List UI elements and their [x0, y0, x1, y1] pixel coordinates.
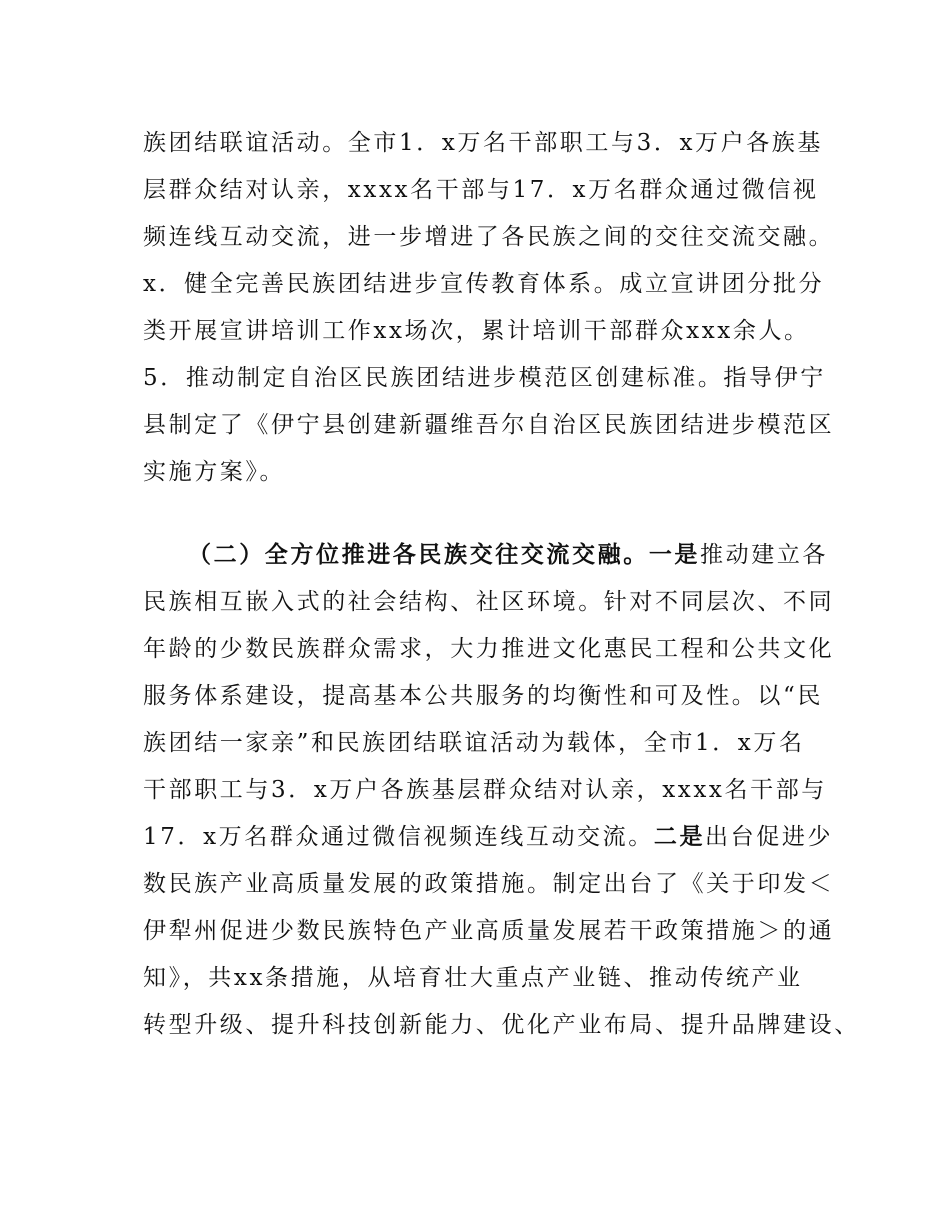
text-line: 服务体系建设，提高基本公共服务的均衡性和可及性。以“民: [143, 683, 823, 709]
text-line: 年龄的少数民族群众需求，大力推进文化惠民工程和公共文化: [143, 636, 835, 662]
text-line-with-marker: [143, 822, 833, 852]
text-run: 出台促进少: [705, 824, 834, 850]
text-line: 族团结联谊活动。全市1．x万名干部职工与3．x万户各族基: [143, 130, 824, 156]
text-line: x．健全完善民族团结进步宣传教育体系。成立宣讲团分批分: [143, 271, 825, 297]
point-marker-one: 一是: [648, 542, 701, 568]
text-line: 县制定了《伊宁县创建新疆维吾尔自治区民族团结进步模范区: [143, 412, 835, 438]
text-line: 知》，共xx条措施，从培育壮大重点产业链、推动传统产业: [143, 965, 803, 991]
text-run: 推动建立各: [700, 542, 829, 568]
point-marker-two: 二是: [653, 824, 706, 850]
text-line: 类开展宣讲培训工作xx场次，累计培训干部群众xxx余人。: [143, 318, 810, 344]
text-run: 17．x万名群众通过微信视频连线互动交流。: [143, 824, 654, 850]
text-line: 层群众结对认亲，xxxx名干部与17．x万名群众通过微信视: [143, 177, 819, 203]
text-line: 干部职工与3．x万户各族基层群众结对认亲，xxxx名干部与: [143, 777, 827, 803]
text-line: 民族相互嵌入式的社会结构、社区环境。针对不同层次、不同: [143, 589, 835, 615]
text-line: 实施方案》。: [143, 459, 286, 485]
text-line: 转型升级、提升科技创新能力、优化产业布局、提升品牌建设、: [143, 1012, 860, 1038]
text-line: 数民族产业高质量发展的政策措施。制定出台了《关于印发＜: [143, 871, 835, 897]
text-line: 频连线互动交流，进一步增进了各民族之间的交往交流交融。: [143, 224, 835, 250]
text-line: 族团结一家亲”和民族团结联谊活动为载体，全市1．x万名: [143, 730, 805, 756]
section-heading-line: [188, 540, 828, 570]
section-heading: （二）全方位推进各民族交往交流交融。: [188, 542, 649, 568]
text-line: 5．推动制定自治区民族团结进步模范区创建标准。指导伊宁: [143, 365, 826, 391]
text-line: 伊犁州促进少数民族特色产业高质量发展若干政策措施＞的通: [143, 918, 835, 944]
